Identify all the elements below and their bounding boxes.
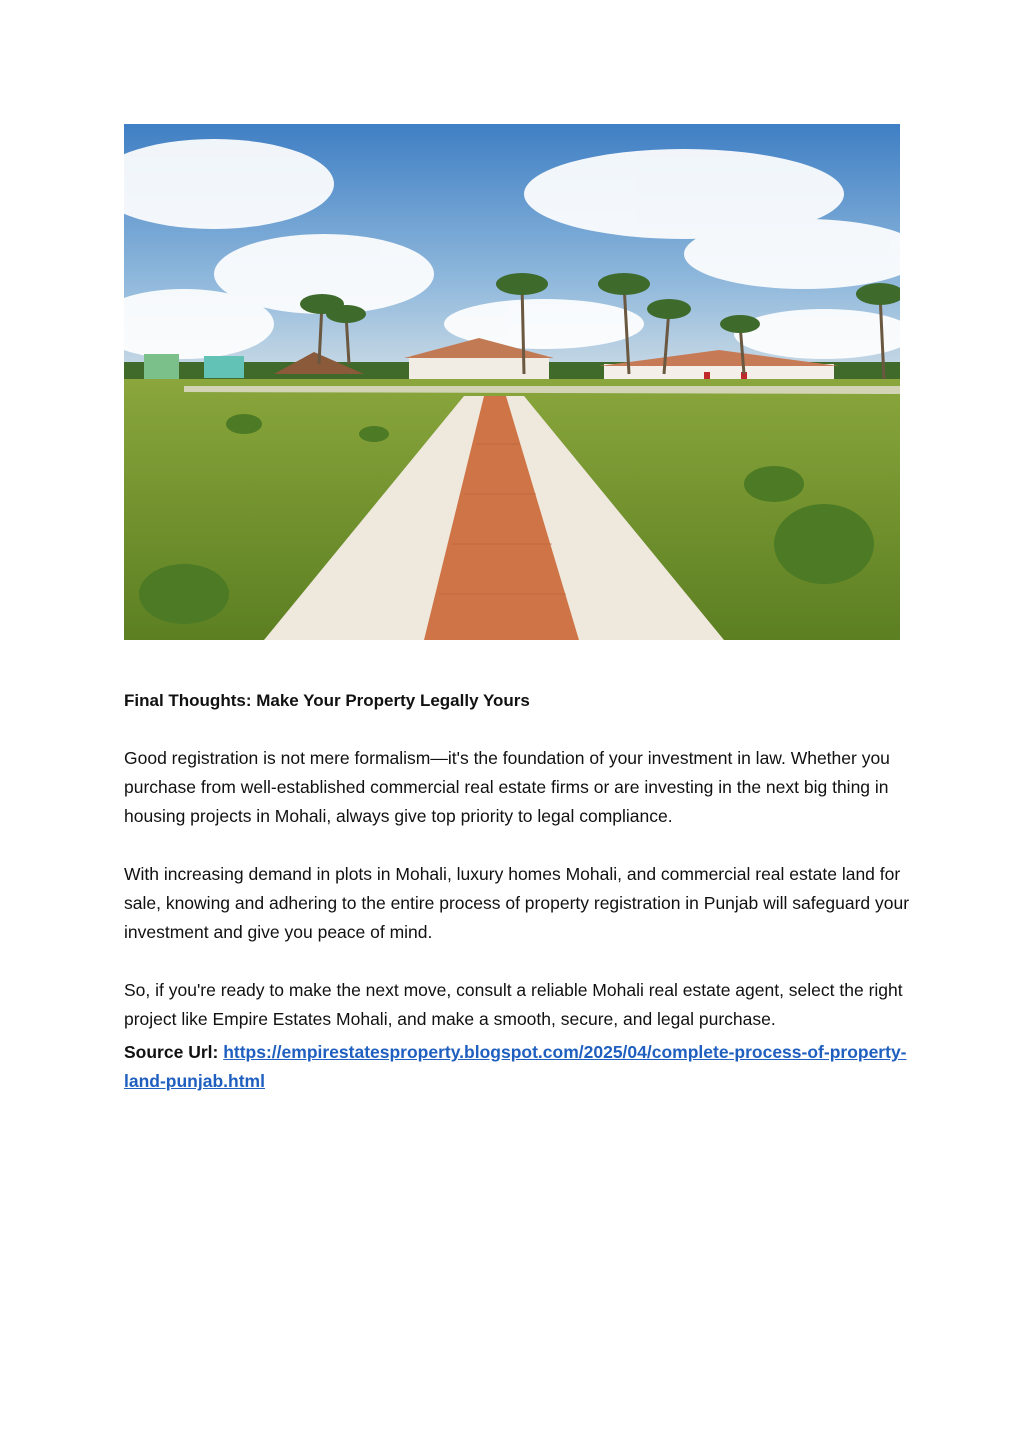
- source-line: [124, 1038, 914, 1096]
- photo-illustration: [124, 124, 900, 640]
- paragraph-registration: Good registration is not mere formalism—it's the foundation of your investment in law. Whether you purchase from well-established commercial real estate firms or are investing in the next big thing in housing projects in Mohali, always give top priority to legal compliance.: [124, 748, 890, 826]
- section-heading: Final Thoughts: Make Your Property Legally Yours: [124, 691, 530, 710]
- paragraph-next-move: So, if you're ready to make the next move, consult a reliable Mohali real estate agent, select the right project like Empire Estates Mohali, and make a smooth, secure, and legal purchase.: [124, 980, 903, 1029]
- source-label: Source Url:: [124, 1042, 219, 1062]
- resort-pathway-photo: [124, 124, 900, 640]
- paragraph-demand: With increasing demand in plots in Mohali, luxury homes Mohali, and commercial real estate land for sale, knowing and adhering to the entire process of property registration in Punjab will safeguard your investment and give you peace of mind.: [124, 864, 910, 942]
- article-body: [124, 686, 914, 1096]
- source-link[interactable]: https://empirestatesproperty.blogspot.com/2025/04/complete-process-of-property-land-punjab.html: [124, 1042, 907, 1091]
